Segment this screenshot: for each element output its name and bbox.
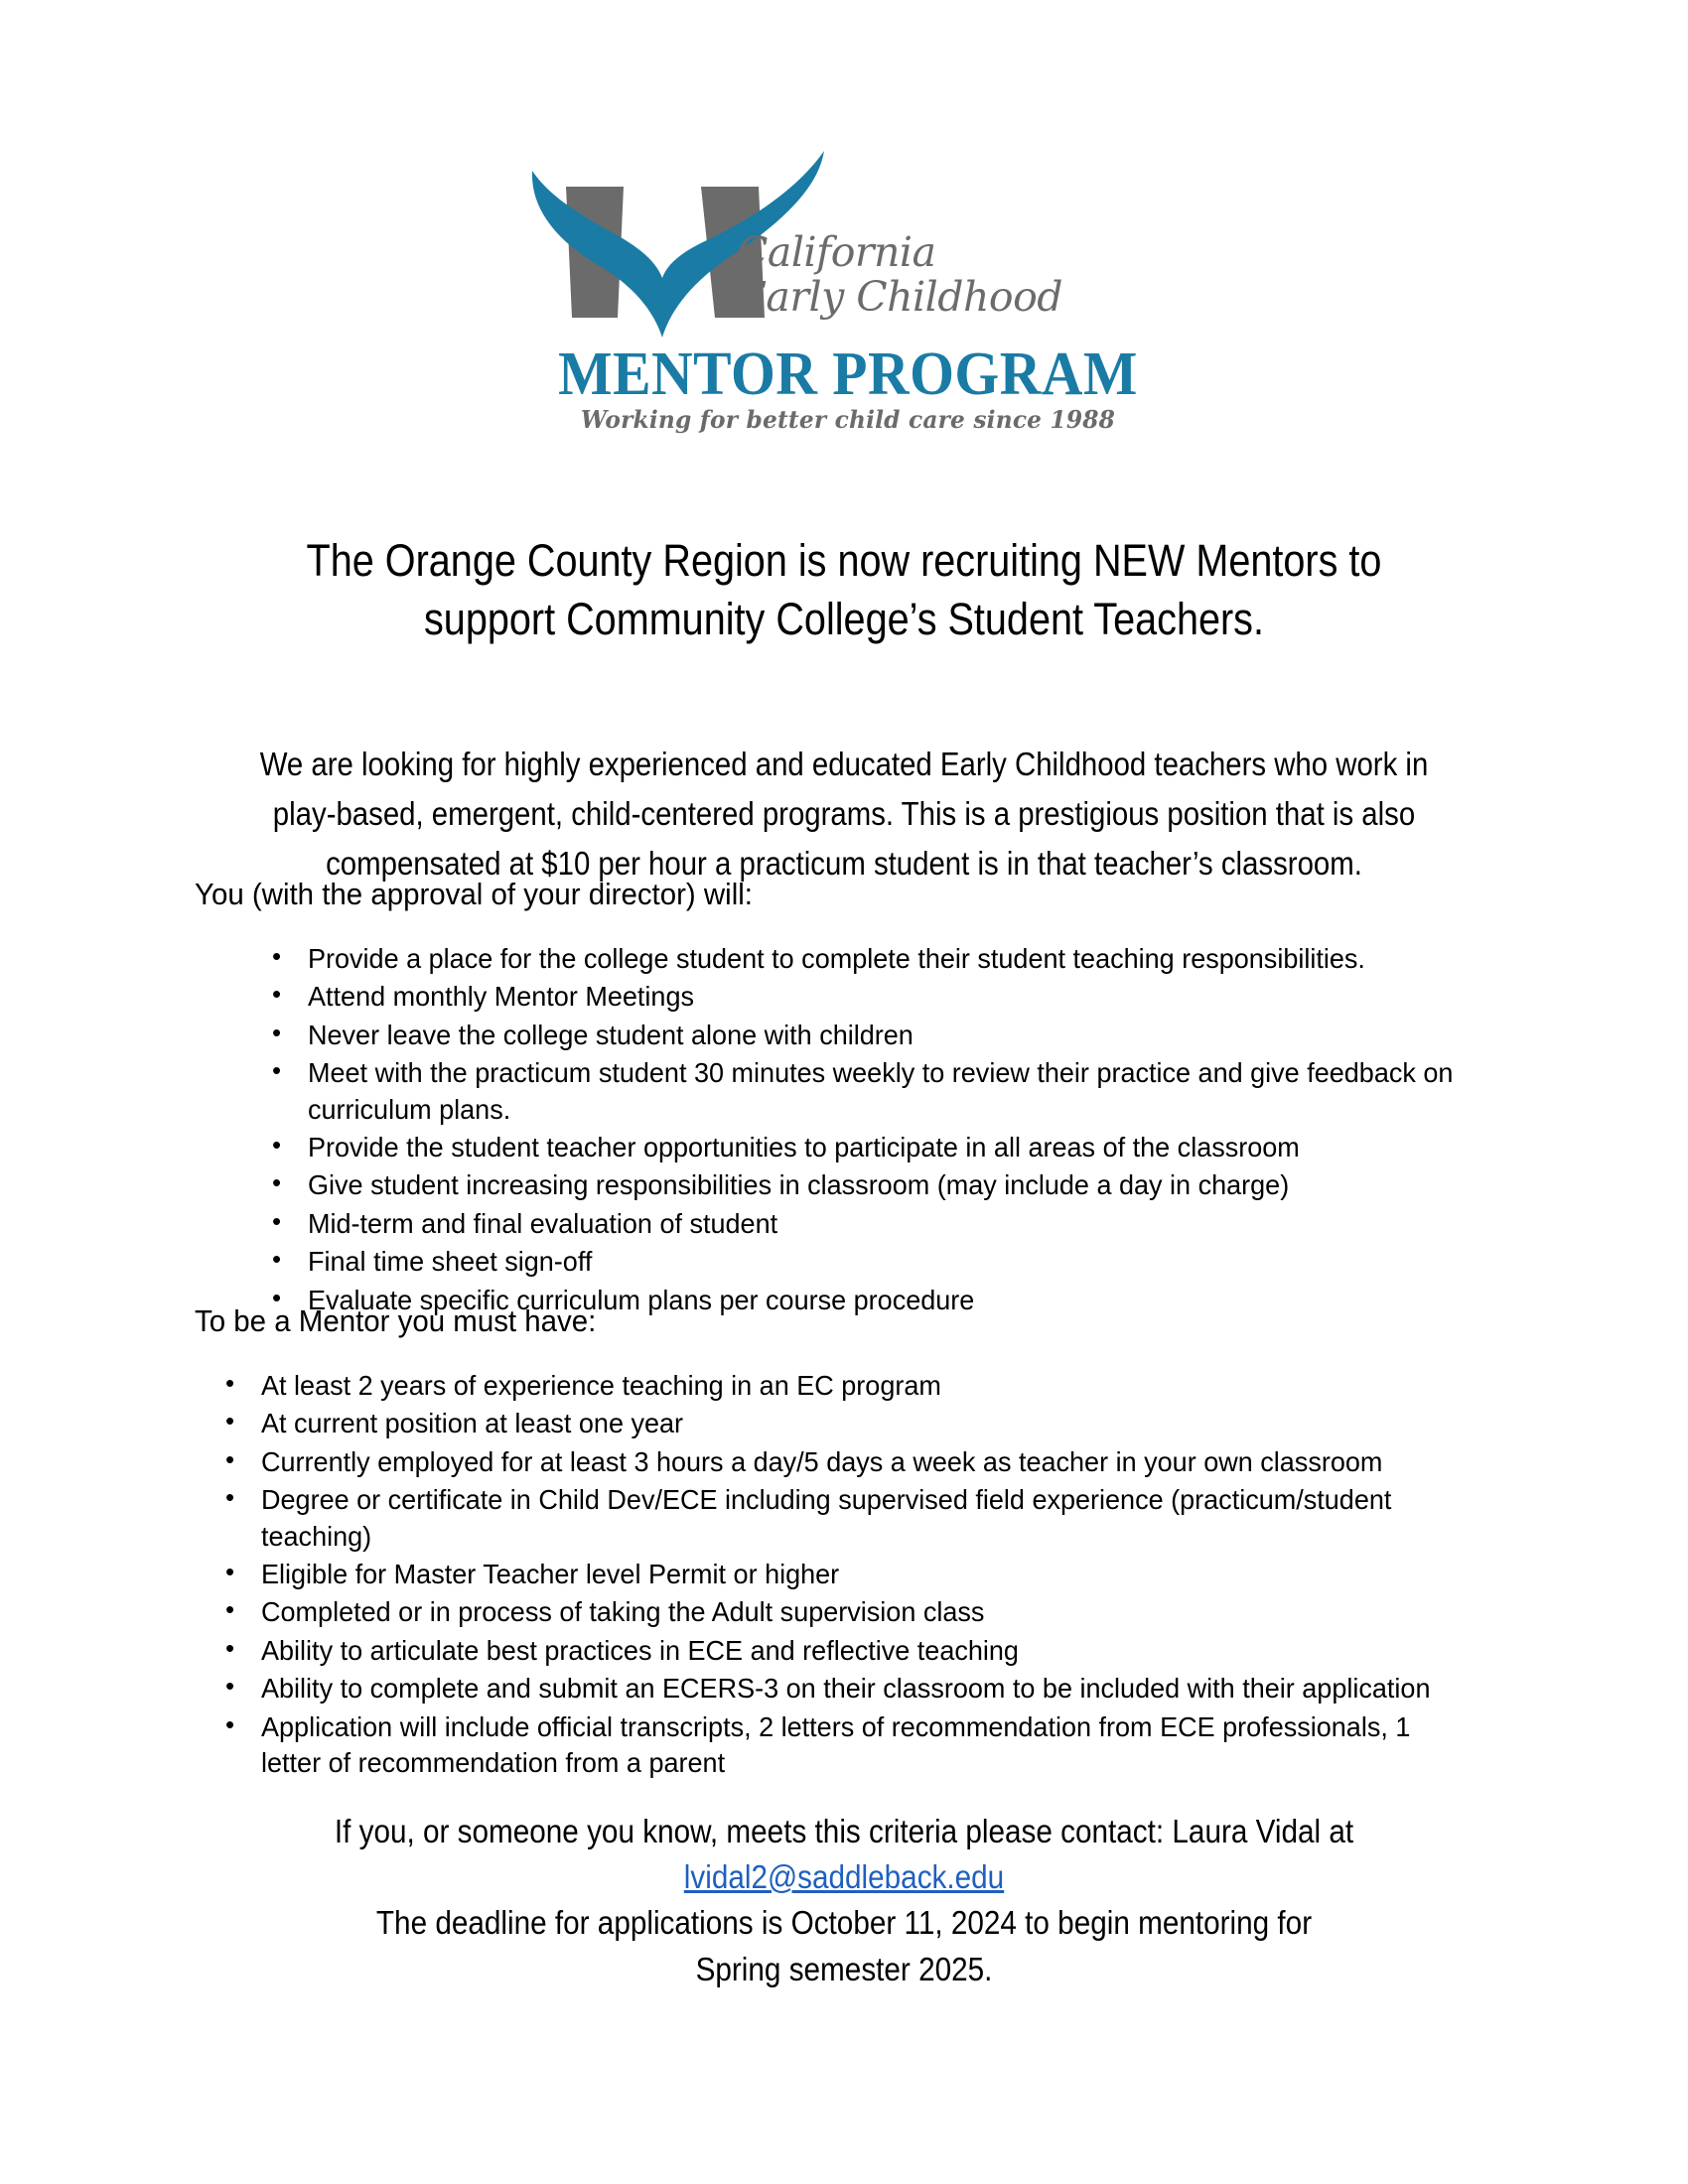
list-item bbox=[213, 1406, 1504, 1441]
duties-list bbox=[260, 941, 1511, 1320]
requirements-item-0: • At least 2 years of experience teaching in an EC program bbox=[261, 1370, 941, 1401]
contact-block bbox=[290, 1809, 1398, 1992]
contact-line-3: Spring semester 2025. bbox=[695, 1950, 993, 1987]
list-item bbox=[213, 1368, 1504, 1404]
duties-item-7: • Final time sheet sign-off bbox=[308, 1246, 593, 1278]
logo-mark bbox=[526, 149, 1162, 352]
list-item bbox=[213, 1557, 1504, 1592]
requirements-item-2: • Currently employed for at least 3 hours a day/5 days a week as teacher in your own classroom bbox=[261, 1445, 1383, 1477]
list-item bbox=[213, 1709, 1504, 1782]
list-item bbox=[260, 941, 1511, 977]
requirements-item-3: • Degree or certificate in Child Dev/ECE including supervised field experience (practicum/student teaching) bbox=[261, 1484, 1392, 1552]
program-logo bbox=[0, 149, 1688, 437]
list-item bbox=[260, 1130, 1511, 1165]
list-item bbox=[260, 1055, 1511, 1128]
headline-line-2: support Community College’s Student Teachers. bbox=[423, 594, 1264, 645]
requirements-item-7: • Ability to complete and submit an ECERS-3 on their classroom to be included with their application bbox=[261, 1673, 1431, 1705]
duties-item-1: • Attend monthly Mentor Meetings bbox=[308, 981, 694, 1013]
logo-script-line-2: Early Childhood bbox=[737, 273, 1063, 322]
page-title bbox=[250, 531, 1439, 649]
list-item bbox=[260, 1244, 1511, 1280]
requirements-item-8: • Application will include official transcripts, 2 letters of recommendation from ECE professionals, 1 letter of recommendation from a parent bbox=[261, 1710, 1411, 1778]
duties-item-6: • Mid-term and final evaluation of student bbox=[308, 1207, 778, 1239]
logo-wordmark: MENTOR PROGRAM bbox=[558, 341, 1138, 408]
headline-line-1: The Orange County Region is now recruiting NEW Mentors to bbox=[306, 535, 1382, 586]
duties-item-2: • Never leave the college student alone with children bbox=[308, 1019, 914, 1050]
duties-heading: You (with the approval of your director) will: bbox=[195, 877, 753, 911]
requirements-item-4: • Eligible for Master Teacher level Permit or higher bbox=[261, 1558, 840, 1589]
duties-item-3: • Meet with the practicum student 30 minutes weekly to review their practice and give feedback on curriculum plans. bbox=[308, 1057, 1454, 1125]
duties-item-0: • Provide a place for the college student to complete their student teaching responsibilities. bbox=[308, 943, 1365, 974]
list-item bbox=[260, 1018, 1511, 1053]
list-item bbox=[213, 1633, 1504, 1669]
duties-item-4: • Provide the student teacher opportunities to participate in all areas of the classroom bbox=[308, 1131, 1300, 1162]
contact-email-line bbox=[290, 1854, 1398, 1900]
list-item bbox=[213, 1594, 1504, 1630]
list-item bbox=[213, 1482, 1504, 1555]
list-item bbox=[213, 1444, 1504, 1480]
duties-item-5: • Give student increasing responsibilities in classroom (may include a day in charge) bbox=[308, 1169, 1290, 1201]
intro-paragraph: We are looking for highly experienced and educated Early Childhood teachers who work in play-based, emergent, child-centered programs. This is a prestigious position that is also compensated at $10 per hour a practicum student is in that teacher’s classroom. bbox=[259, 746, 1429, 883]
contact-email-link[interactable]: lvidal2@saddleback.edu bbox=[683, 1858, 1005, 1896]
requirements-item-1: • At current position at least one year bbox=[261, 1408, 684, 1439]
contact-line-1: If you, or someone you know, meets this criteria please contact: Laura Vidal at bbox=[334, 1813, 1354, 1849]
logo-script-line-1: California bbox=[737, 228, 936, 276]
requirements-item-5: • Completed or in process of taking the Adult supervision class bbox=[261, 1596, 985, 1628]
requirements-list bbox=[213, 1368, 1504, 1783]
list-item bbox=[260, 1167, 1511, 1203]
list-item bbox=[260, 1206, 1511, 1242]
requirements-item-6: • Ability to articulate best practices in ECE and reflective teaching bbox=[261, 1634, 1019, 1666]
contact-line-2: The deadline for applications is October 11, 2024 to begin mentoring for bbox=[375, 1904, 1313, 1942]
duties-item-8: • Evaluate specific curriculum plans per course procedure bbox=[308, 1284, 975, 1315]
logo-tagline: Working for better child care since 1988 bbox=[580, 405, 1116, 434]
list-item bbox=[213, 1671, 1504, 1706]
logo-script-text bbox=[737, 230, 1164, 320]
list-item bbox=[260, 979, 1511, 1015]
requirements-heading: To be a Mentor you must have: bbox=[195, 1303, 597, 1338]
